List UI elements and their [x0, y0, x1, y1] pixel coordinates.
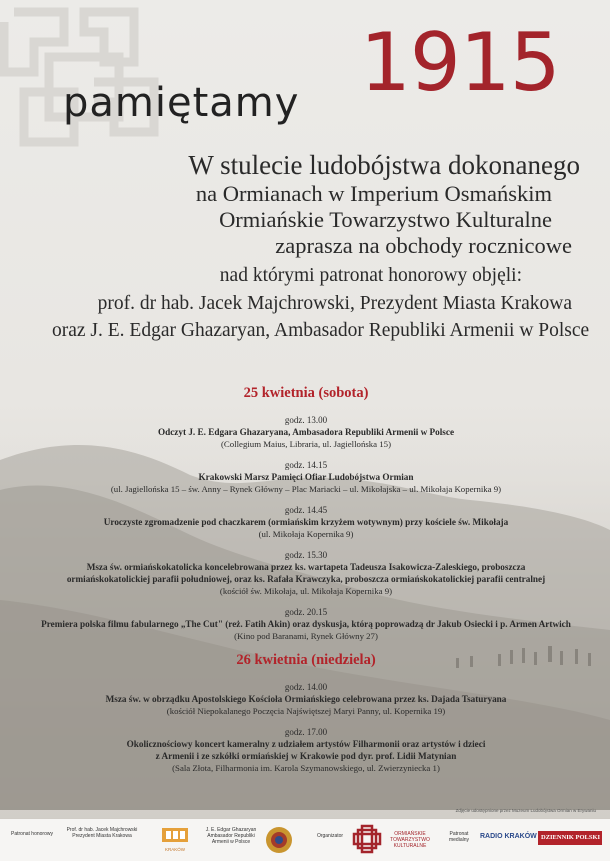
event-time: godz. 15.30	[284, 550, 328, 560]
intro-line-7: oraz J. E. Edgar Ghazaryan, Ambasador Republiki Armenii w Polsce	[52, 320, 590, 341]
media-label: Patronat medialny	[448, 831, 469, 843]
intro-line-2: na Ormianach w Imperium Osmańskim	[195, 181, 552, 206]
day-2	[40, 652, 572, 774]
event-title: Premiera polska filmu fabularnego „The Cut" (reż. Fatih Akin) oraz dyskusja, którą poprowadzą dr Jakub Osiecki i p. Armen Artwich	[41, 619, 571, 629]
event	[40, 549, 572, 597]
intro-line-4: zaprasza na obchody rocznicowe	[275, 233, 572, 258]
radio-name: RADIO KRAKÓW	[480, 833, 537, 840]
event	[40, 459, 572, 495]
organizer-label: Organizator	[316, 833, 344, 839]
intro-line-1: W stulecie ludobójstwa dokonanego	[188, 150, 580, 180]
event-place: (Kino pod Baranami, Rynek Główny 27)	[234, 631, 378, 641]
event-time: godz. 14.00	[284, 682, 328, 692]
city-logo-text: KRAKÓW	[164, 847, 185, 852]
event-place: (ul. Mikołaja Kopernika 9)	[258, 529, 354, 539]
patron-ambassador: J. E. Edgar Ghazaryan Ambasador Republiki Armenii w Polsce	[205, 827, 257, 845]
event-place: (kościół Niepokalanego Poczęcia Najświętszej Maryi Panny, ul. Kopernika 19)	[166, 706, 446, 716]
event	[40, 681, 572, 717]
event-place: (Collegium Maius, Libraria, ul. Jagiellońska 15)	[220, 439, 392, 449]
radio-krakow-logo	[480, 831, 537, 849]
day-title: 26 kwietnia (niedziela)	[236, 652, 376, 668]
event-title: Krakowski Marsz Pamięci Ofiar Ludobójstwa Ormian	[198, 472, 414, 482]
event-title: Odczyt J. E. Edgara Ghazaryana, Ambasadora Republiki Armenii w Polsce	[157, 427, 455, 437]
dziennik-polski-logo	[538, 831, 602, 845]
event-title: Uroczyste zgromadzenie pod chaczkarem (ormiańskim krzyżem wotywnym) przy kościele św. Mikołaja	[103, 517, 509, 527]
event-place: (ul. Jagiellońska 15 – św. Anny – Rynek Główny – Plac Mariacki – ul. Mikołajska – ul. Mikołaja Kopernika 9)	[110, 484, 502, 494]
brand-word: pamiętamy	[63, 80, 300, 126]
event-place: (Sala Złota, Filharmonia im. Karola Szymanowskiego, ul. Zwierzyniecka 1)	[172, 763, 440, 773]
city-of-krakow-logo	[160, 825, 190, 855]
event-title-continued: z Armenii i ze szkółki ormiańskiej w Krakowie pod dyr. prof. Lidii Matynian	[155, 751, 457, 761]
photo-credit: Zdjęcie udostępnione przez Muzeum Ludobójstwa Ormian w Erywaniu	[455, 808, 596, 813]
intro-line-3: Ormiańskie Towarzystwo Kulturalne	[219, 207, 552, 232]
intro-line-5: nad którymi patronat honorowy objęli:	[219, 265, 522, 286]
invitation-text	[52, 150, 590, 342]
event	[40, 726, 572, 774]
event-title-continued: ormiańskokatolickiej parafii południowej, oraz ks. Rafała Krawczyka, proboszcza ormiańskokatolickiej parafii centralnej	[66, 574, 546, 584]
intro-line-6: prof. dr hab. Jacek Majchrowski, Prezydent Miasta Krakowa	[97, 293, 572, 314]
event-time: godz. 17.00	[284, 727, 328, 737]
day-title: 25 kwietnia (sobota)	[243, 385, 369, 401]
patron-label: Patronat honorowy	[11, 831, 53, 837]
event-title: Msza św. w obrządku Apostolskiego Kościoła Ormiańskiego celebrowana przez ks. Dajada Tsaturyana	[105, 694, 507, 704]
organizer-knot-logo-icon	[352, 824, 382, 854]
event-title: Okolicznościowy koncert kameralny z udziałem artystów Filharmonii oraz artystów i dzieci	[126, 739, 486, 749]
brand-year: 1915	[360, 16, 560, 109]
event-time: godz. 20.15	[284, 607, 328, 617]
event-place: (kościół św. Mikołaja, ul. Mikołaja Kopernika 9)	[219, 586, 393, 596]
newspaper-name: DZIENNIK POLSKI	[541, 834, 601, 841]
event-logo	[60, 18, 600, 128]
organizer-name: ORMIAŃSKIE TOWARZYSTWO KULTURALNE	[390, 831, 430, 849]
program	[40, 385, 572, 783]
event-time: godz. 13.00	[284, 415, 328, 425]
event-time: godz. 14.45	[284, 505, 328, 515]
event	[40, 414, 572, 450]
event-title: Msza św. ormiańskokatolicka koncelebrowana przez ks. wartapeta Tadeusza Isakowicza-Zaleskiego, proboszcza	[86, 562, 526, 572]
event-time: godz. 14.15	[284, 460, 328, 470]
patron-mayor: Prof. dr hab. Jacek Majchrowski Prezydent Miasta Krakowa	[66, 827, 138, 839]
armenia-coat-of-arms-icon	[264, 825, 294, 855]
event	[40, 504, 572, 540]
day-1	[40, 385, 572, 642]
event	[40, 606, 572, 642]
sponsor-footer	[0, 818, 610, 861]
